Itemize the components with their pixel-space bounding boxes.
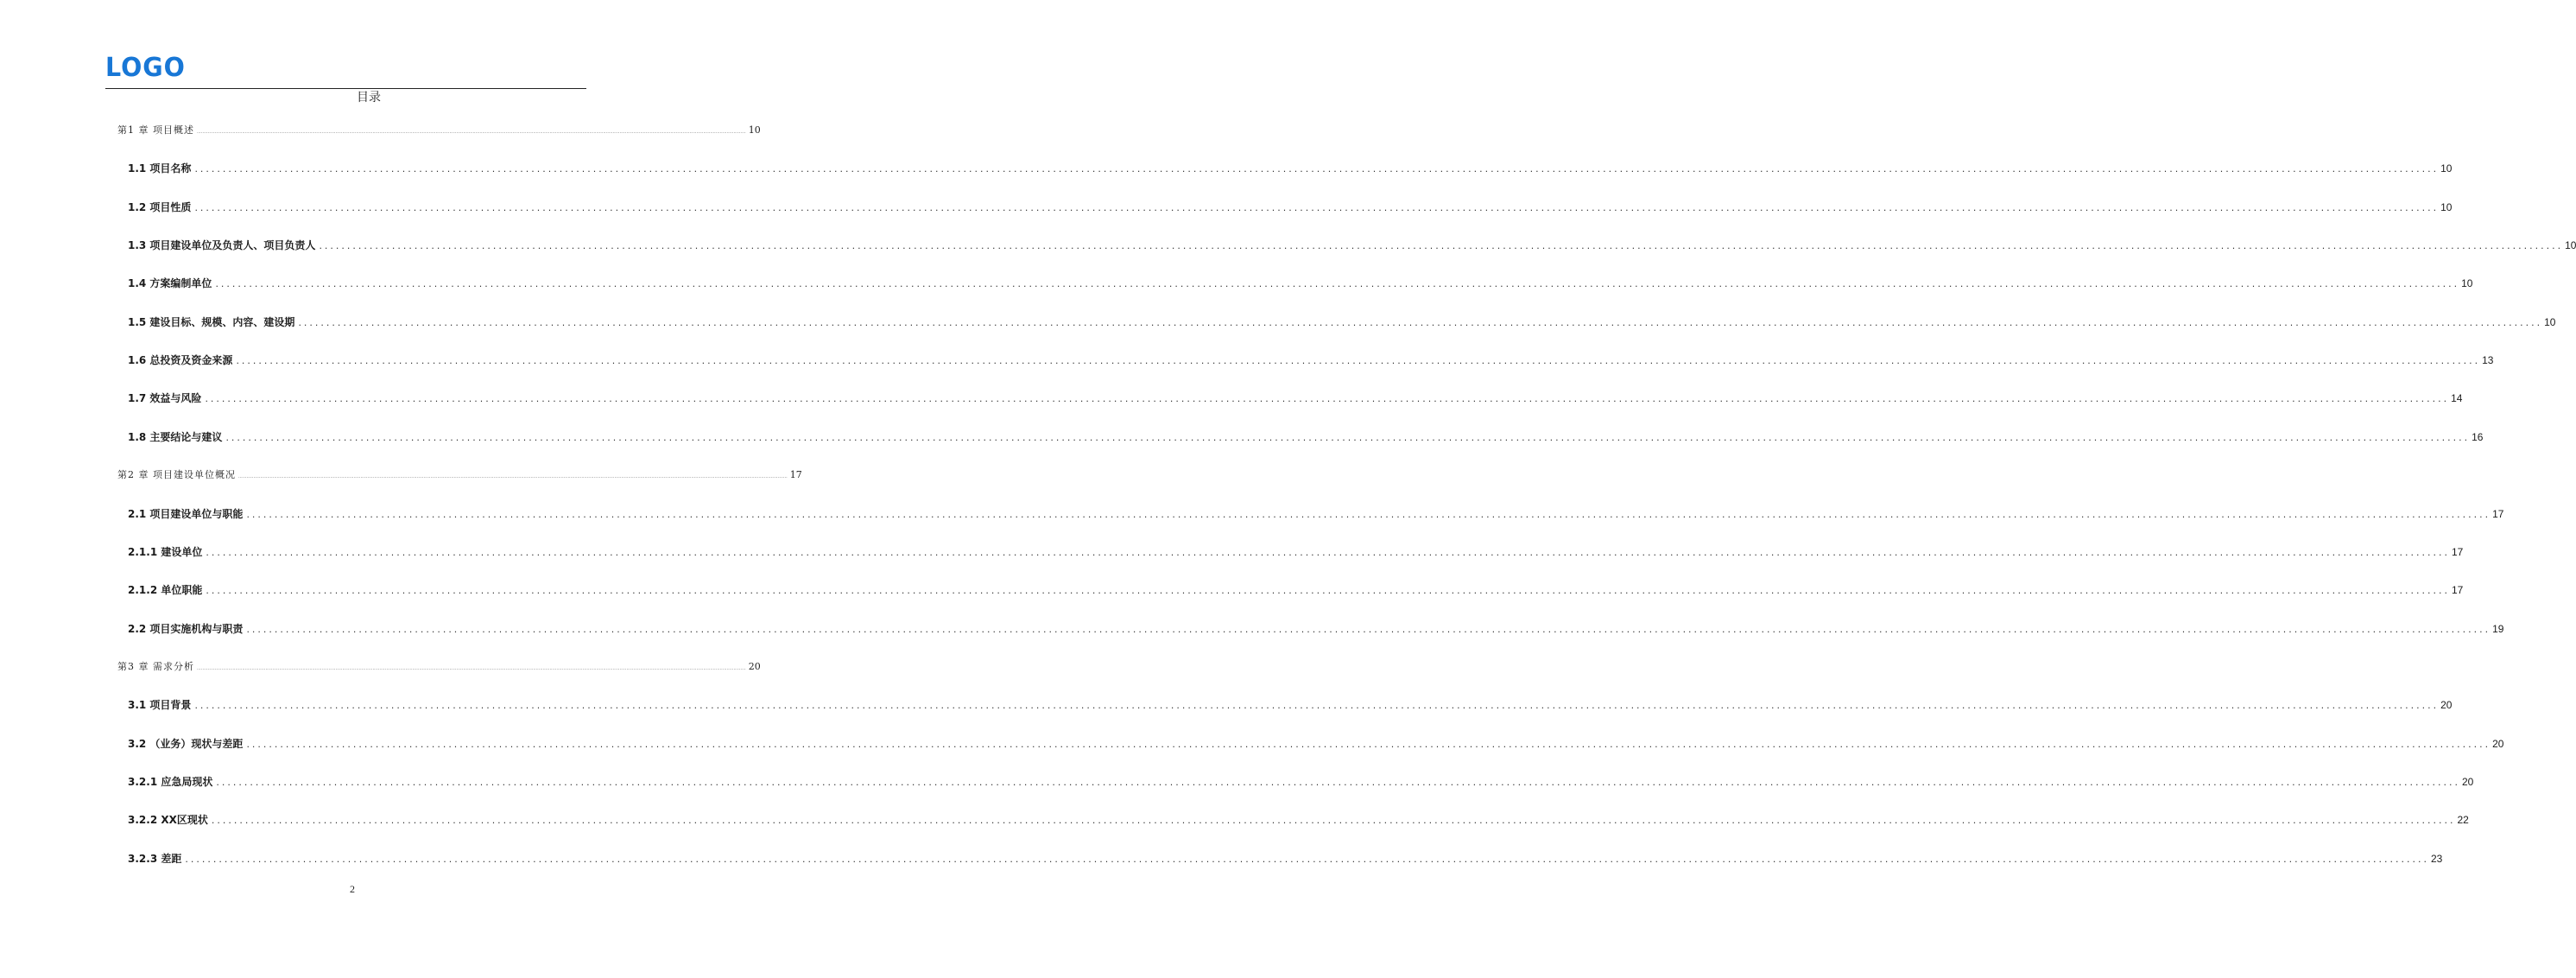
company-logo: LOGO <box>105 53 186 83</box>
toc-dot-leader: ................................................................................................................................................................................................................................................................................................................................................................................................................ <box>194 163 2440 175</box>
toc-dot-leader: ................................................................................................................................................................................................................................................................................................................................................................................................................ <box>246 624 2491 635</box>
toc-entry-label: 1.8 主要结论与建议 <box>128 431 223 443</box>
toc-entry-page: 17 <box>2452 584 2464 596</box>
toc-entry-label: 第1 章 项目概述 <box>117 124 194 136</box>
toc-entry-page: 13 <box>2482 354 2494 366</box>
toc-section-entry[interactable] <box>128 621 2504 636</box>
toc-entry-page: 17 <box>2492 508 2504 520</box>
toc-dot-leader: ................................................................................................................................................................................................................................................................................................................................................................................................................ <box>211 815 2456 826</box>
toc-entry-page: 20 <box>2440 699 2453 711</box>
toc-entry-label: 3.2 （业务）现状与差距 <box>128 738 244 750</box>
toc-section-entry[interactable] <box>128 161 2453 175</box>
toc-section-entry[interactable] <box>128 736 2504 751</box>
toc-dot-leader: ................................................................................................................................................................................................................................................................................................................................................................................................................ <box>206 547 2450 558</box>
toc-entry-label: 1.6 总投资及资金来源 <box>128 354 233 366</box>
toc-entry-page: 17 <box>2452 546 2464 558</box>
toc-chapter-entry[interactable] <box>117 467 802 481</box>
toc-section-entry[interactable] <box>128 812 2469 827</box>
toc-section-entry[interactable] <box>128 314 2556 329</box>
toc-dot-leader: ................................................................................................................................................................................................................................................................................................................................................................................................................ <box>215 278 2460 289</box>
toc-dot-leader: ................................................................................................................................................................................................................................................................................................................................................................................................................ <box>197 666 746 671</box>
toc-dot-leader: ................................................................................................................................................................................................................................................................................................................................................................................................................ <box>216 777 2460 788</box>
toc-section-entry[interactable] <box>128 582 2464 597</box>
toc-entry-label: 2.1.1 建设单位 <box>128 546 203 558</box>
toc-dot-leader: ................................................................................................................................................................................................................................................................................................................................................................................................................ <box>185 854 2429 865</box>
toc-dot-leader: ................................................................................................................................................................................................................................................................................................................................................................................................................ <box>194 700 2440 711</box>
toc-section-entry[interactable] <box>128 276 2473 290</box>
toc-entry-label: 1.1 项目名称 <box>128 162 192 175</box>
toc-entry-page: 10 <box>748 124 761 136</box>
toc-entry-label: 2.2 项目实施机构与职责 <box>128 623 244 635</box>
toc-dot-leader: ................................................................................................................................................................................................................................................................................................................................................................................................................ <box>225 432 2471 443</box>
toc-section-entry[interactable] <box>128 238 2576 252</box>
toc-dot-leader: ................................................................................................................................................................................................................................................................................................................................................................................................................ <box>298 317 2543 328</box>
toc-section-entry[interactable] <box>128 697 2453 712</box>
toc-section-entry[interactable] <box>128 851 2443 866</box>
toc-section-entry[interactable] <box>128 200 2453 214</box>
toc-entry-label: 3.2.3 差距 <box>128 853 182 865</box>
toc-dot-leader: ................................................................................................................................................................................................................................................................................................................................................................................................................ <box>194 202 2440 213</box>
toc-entry-page: 10 <box>2440 201 2453 213</box>
toc-entry-page: 17 <box>789 469 802 480</box>
toc-entry-label: 2.1.2 单位职能 <box>128 584 203 596</box>
toc-entry-label: 3.2.2 XX区现状 <box>128 814 208 826</box>
toc-dot-leader: ................................................................................................................................................................................................................................................................................................................................................................................................................ <box>205 393 2450 404</box>
toc-section-entry[interactable] <box>128 774 2474 789</box>
toc-section-entry[interactable] <box>128 352 2494 367</box>
toc-entry-label: 1.7 效益与风险 <box>128 392 202 404</box>
toc-entry-label: 2.1 项目建设单位与职能 <box>128 508 244 520</box>
toc-entry-page: 22 <box>2457 814 2469 826</box>
toc-entry-label: 3.2.1 应急局现状 <box>128 776 213 788</box>
toc-entry-page: 10 <box>2440 162 2453 175</box>
header-divider <box>105 88 586 89</box>
toc-entry-page: 20 <box>2462 776 2474 788</box>
toc-dot-leader: ................................................................................................................................................................................................................................................................................................................................................................................................................ <box>246 509 2491 520</box>
toc-section-entry[interactable] <box>128 544 2464 559</box>
toc-entry-label: 第2 章 项目建设单位概况 <box>117 469 236 480</box>
toc-entry-page: 10 <box>2461 277 2473 289</box>
toc-entry-label: 1.5 建设目标、规模、内容、建设期 <box>128 316 295 328</box>
toc-dot-leader: ................................................................................................................................................................................................................................................................................................................................................................................................................ <box>197 130 746 135</box>
toc-entry-page: 16 <box>2472 431 2484 443</box>
toc-dot-leader: ................................................................................................................................................................................................................................................................................................................................................................................................................ <box>238 474 788 479</box>
toc-title: 目录 <box>357 91 381 105</box>
toc-entry-page: 20 <box>2492 738 2504 750</box>
toc-section-entry[interactable] <box>128 429 2484 444</box>
toc-entry-page: 10 <box>2544 316 2556 328</box>
toc-dot-leader: ................................................................................................................................................................................................................................................................................................................................................................................................................ <box>236 355 2481 366</box>
toc-chapter-entry[interactable] <box>117 123 761 137</box>
toc-section-entry[interactable] <box>128 506 2504 521</box>
toc-dot-leader: ................................................................................................................................................................................................................................................................................................................................................................................................................ <box>206 585 2450 596</box>
toc-entry-page: 20 <box>748 661 761 672</box>
toc-entry-label: 1.3 项目建设单位及负责人、项目负责人 <box>128 239 316 251</box>
toc-entry-label: 1.2 项目性质 <box>128 201 192 213</box>
toc-entry-page: 14 <box>2451 392 2463 404</box>
toc-entry-label: 1.4 方案编制单位 <box>128 277 212 289</box>
toc-chapter-entry[interactable] <box>117 659 761 673</box>
toc-entry-label: 第3 章 需求分析 <box>117 661 194 672</box>
toc-dot-leader: ................................................................................................................................................................................................................................................................................................................................................................................................................ <box>319 240 2564 251</box>
page-number: 2 <box>350 883 355 895</box>
toc-entry-page: 23 <box>2431 853 2443 865</box>
toc-section-entry[interactable] <box>128 391 2463 405</box>
toc-entry-page: 19 <box>2492 623 2504 635</box>
toc-entry-label: 3.1 项目背景 <box>128 699 192 711</box>
toc-dot-leader: ................................................................................................................................................................................................................................................................................................................................................................................................................ <box>246 739 2491 750</box>
toc-entry-page: 10 <box>2565 239 2576 251</box>
